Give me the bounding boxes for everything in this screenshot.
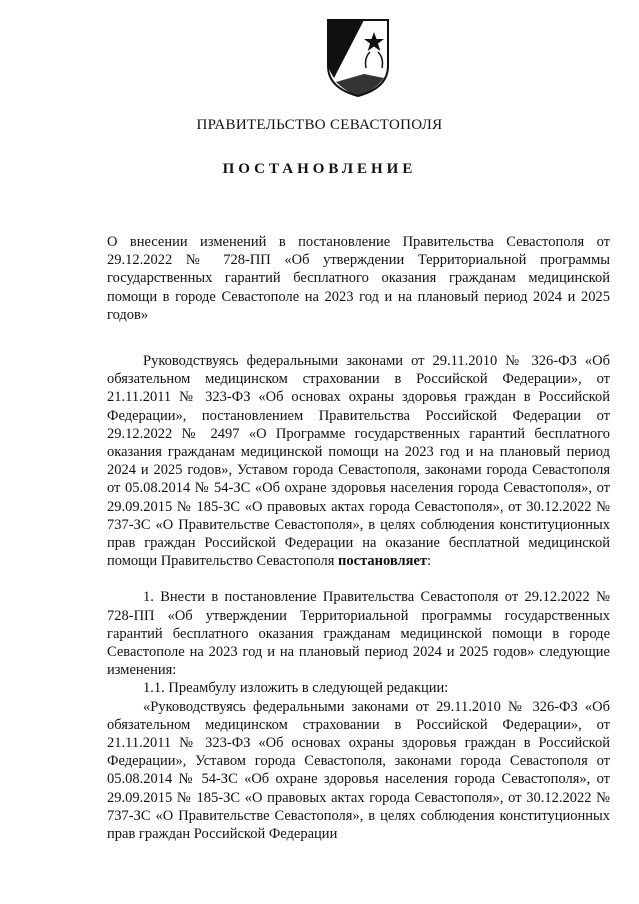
point-1-1: 1.1. Преамбулу изложить в следующей редакции:: [143, 680, 449, 697]
document-type: ПОСТАНОВЛЕНИЕ: [222, 161, 417, 177]
resolves-word: постановляет: [338, 553, 428, 570]
document-body: [107, 352, 610, 843]
resolves-colon: :: [427, 553, 432, 570]
preamble-text: Руководствуясь федеральными законами от 29.11.2010 № 326-ФЗ «Об обязательном медицинском страховании в Российской Федерации», от 21.11.2011 № 323-ФЗ «Об основах охраны здоровья граждан в Российской Федерации», постановлением Правительства Российской Федерации от 29.12.2022 № 2497 «О Программе государственных гарантий бесплатного оказания гражданам медицинской помощи на 2023 год и на плановый период 2024 и 2025 годов», Уставом города Севастополя, законами города Севастополя от 05.08.2014 № 54-ЗС «Об охране здоровья населения города Севастополя», от 29.09.2015 № 185-ЗС «О правовых актах города Севастополя», от 30.12.2022 № 737-ЗС «О Правительстве Севастополя», в целях соблюдения конституционных прав граждан Российской Федерации на оказание бесплатной медицинской помощи Правительство Севастополя: [107, 353, 610, 570]
preamble-paragraph: [107, 352, 610, 570]
point-1: 1. Внести в постановление Правительства Севастополя от 29.12.2022 № 728-ПП «Об утверждении Территориальной программы государственных гарантий бесплатного оказания гражданам медицинской помощи в городе Севастополе на 2023 год и на плановый период 2024 и 2025 годов» следующие изменения:: [107, 589, 610, 679]
quoted-preamble: «Руководствуясь федеральными законами от 29.11.2010 № 326-ФЗ «Об обязательном медицинском страховании в Российской Федерации», от 21.11.2011 № 323-ФЗ «Об основах охраны здоровья граждан в Российской Федерации», Уставом города Севастополя, законами города Севастополя от 05.08.2014 № 54-ЗС «Об охране здоровья населения города Севастополя», от 29.09.2015 № 185-ЗС «О правовых актах города Севастополя», от 30.12.2022 № 737-ЗС «О Правительстве Севастополя», в целях соблюдения конституционных прав граждан Российской Федерации: [107, 698, 610, 843]
sevastopol-coat-of-arms-icon: [324, 16, 392, 98]
government-name: ПРАВИТЕЛЬСТВО СЕВАСТОПОЛЯ: [196, 117, 443, 133]
document-subject: О внесении изменений в постановление Правительства Севастополя от 29.12.2022 № 728-ПП «Об утверждении Территориальной программы государственных гарантий бесплатного оказания гражданам медицинской помощи в городе Севастополе на 2023 год и на плановый период 2024 и 2025 годов»: [107, 234, 610, 323]
